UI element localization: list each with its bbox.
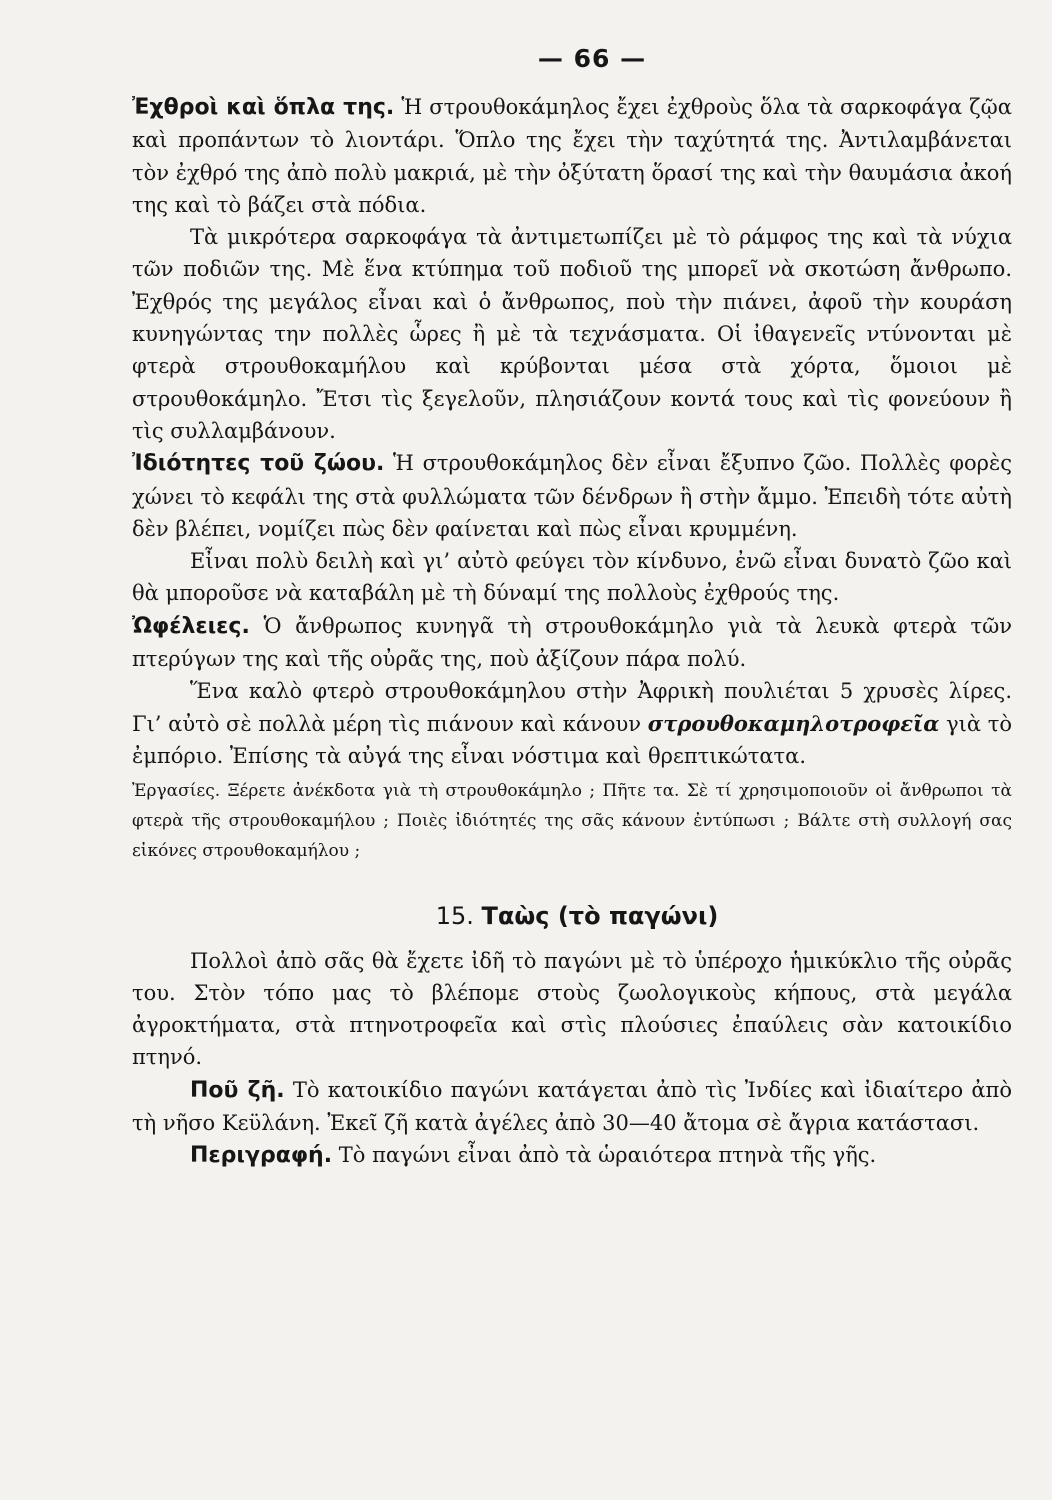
- text-feather-price-before: Ἕνα καλὸ φτερὸ στρουθοκάμηλου στὴν Ἀφρικὴ πουλιέται 5 χρυσὲς λίρες. Γι’ αὐτὸ σὲ πολλὰ μέρη τὶς πιάνουν καὶ κάνουν: [132, 679, 1012, 736]
- exercises-paragraph: [132, 776, 1012, 866]
- paragraph-enemies: [132, 91, 1012, 221]
- heading-description: Περιγραφή.: [190, 1143, 333, 1169]
- exercises-label: Ἐργασίες.: [132, 781, 221, 802]
- paragraph-habitat: [132, 1074, 1012, 1140]
- paragraph-cowardly: [132, 545, 1012, 610]
- heading-traits: Ἰδιότητες τοῦ ζώου.: [132, 451, 385, 477]
- chapter-name: Ταὼς (τὸ παγώνι): [481, 902, 719, 931]
- chapter-title: [132, 900, 1012, 932]
- text-feather-price-after: γιὰ τὸ ἐμπόριο. Ἐπίσης τὰ αὐγά της εἶναι νόστιμα καὶ θρεπτικώτατα.: [132, 711, 1012, 768]
- heading-enemies: Ἐχθροὶ καὶ ὅπλα της.: [132, 95, 395, 120]
- paragraph-small-carnivores: [132, 221, 1012, 447]
- heading-habitat: Ποῦ ζῆ.: [190, 1077, 285, 1103]
- text-peacock-intro: Πολλοὶ ἀπὸ σᾶς θὰ ἔχετε ἰδῆ τὸ παγώνι μὲ τὸ ὑπέροχο ἡμικύκλιο τῆς οὐρᾶς του. Στὸν τόπο μας τὸ βλέπομε στοὺς ζωολογικοὺς κήπους, στὰ μεγάλα ἀγροκτήματα, στὰ πτηνοτροφεῖα καὶ στὶς πλούσιες ἐπαύλεις σὰν κατοικίδιο πτηνό.: [132, 948, 1012, 1070]
- emphasis-ostrich-farms: στρουθοκαμηλοτροφεῖα: [647, 710, 940, 736]
- text-traits: Ἡ στρουθοκάμηλος δὲν εἶναι ἔξυπνο ζῶο. Πολλὲς φορὲς χώνει τὸ κεφάλι της στὰ φυλλώματα τῶν δένδρων ἢ στὴν ἄμμο. Ἐπειδὴ τότε αὐτὴ δὲν βλέπει, νομίζει πὼς δὲν φαίνεται καὶ πὼς εἶναι κρυμμένη.: [132, 451, 1012, 541]
- chapter-number: 15.: [435, 902, 474, 931]
- text-cowardly: Εἶναι πολὺ δειλὴ καὶ γι’ αὐτὸ φεύγει τὸν κίνδυνο, ἐνῶ εἶναι δυνατὸ ζῶο καὶ θὰ μποροῦσε νὰ καταβάλη μὲ τὴ δύναμί της πολλοὺς ἐχθρούς της.: [132, 549, 1012, 606]
- text-enemies: Ἡ στρουθοκάμηλος ἔχει ἐχθροὺς ὅλα τὰ σαρκοφάγα ζῷα καὶ προπάντων τὸ λιοντάρι. Ὅπλο της ἔχει τὴν ταχύτητά της. Ἀντιλαμβάνεται τὸν ἐχθρό της ἀπὸ πολὺ μακριά, μὲ τὴν ὀξύτατη ὅρασί της καὶ τὴν θαυμάσια ἀκοή της καὶ τὸ βάζει στὰ πόδια.: [132, 95, 1012, 217]
- heading-benefits: Ὠφέλειες.: [132, 613, 250, 639]
- page-body: [132, 91, 1012, 1173]
- paragraph-peacock-intro: [132, 945, 1012, 1074]
- paragraph-traits: [132, 447, 1012, 545]
- exercises-text: Ξέρετε ἀνέκδοτα γιὰ τὴ στρουθοκάμηλο ; Πῆτε τα. Σὲ τί χρησιμοποιοῦν οἱ ἄνθρωποι τὰ φτερὰ τῆς στρουθοκαμήλου ; Ποιὲς ἰδιότητές της σᾶς κάνουν ἐντύπωσι ; Βάλτε στὴ συλλογή σας εἰκόνες στρουθοκαμήλου ;: [132, 781, 1012, 862]
- paragraph-description: [132, 1139, 1012, 1172]
- text-benefits: Ὁ ἄνθρωπος κυνηγᾶ τὴ στρουθοκάμηλο γιὰ τὰ λευκὰ φτερὰ τῶν πτερύγων της καὶ τῆς οὐρᾶς της, ποὺ ἀξίζουν πάρα πολύ.: [132, 613, 1012, 672]
- text-description: Τὸ παγώνι εἶναι ἀπὸ τὰ ὡραιότερα πτηνὰ τῆς γῆς.: [338, 1143, 877, 1168]
- page-number: — 66 —: [537, 44, 647, 73]
- paragraph-feather-price: [132, 675, 1012, 772]
- text-habitat: Τὸ κατοικίδιο παγώνι κατάγεται ἀπὸ τὶς Ἰνδίες καὶ ἰδιαίτερο ἀπὸ τὴ νῆσο Κεϋλάνη. Ἐκεῖ ζῆ κατὰ ἀγέλες ἀπὸ 30—40 ἄτομα σὲ ἄγρια κατάστασι.: [132, 1077, 1012, 1136]
- text-small-carnivores: Τὰ μικρότερα σαρκοφάγα τὰ ἀντιμετωπίζει μὲ τὸ ράμφος της καὶ τὰ νύχια τῶν ποδιῶν της. Μὲ ἕνα κτύπημα τοῦ ποδιοῦ της μπορεῖ νὰ σκοτώση ἄνθρωπο. Ἐχθρός της μεγάλος εἶναι καὶ ὁ ἄνθρωπος, ποὺ τὴν πιάνει, ἀφοῦ τὴν κουράση κυνηγώντας την πολλὲς ὧρες ἢ μὲ τὰ τεχνάσματα. Οἱ ἰθαγενεῖς ντύνονται μὲ φτερὰ στρουθοκαμήλου καὶ κρύβονται μέσα στὰ χόρτα, ὅμοιοι μὲ στρουθοκάμηλο. Ἔτσι τὶς ξεγελοῦν, πλησιάζουν κοντά τους καὶ τὶς φονεύουν ἢ τὶς συλλαμβάνουν.: [132, 225, 1012, 443]
- paragraph-benefits: [132, 610, 1012, 676]
